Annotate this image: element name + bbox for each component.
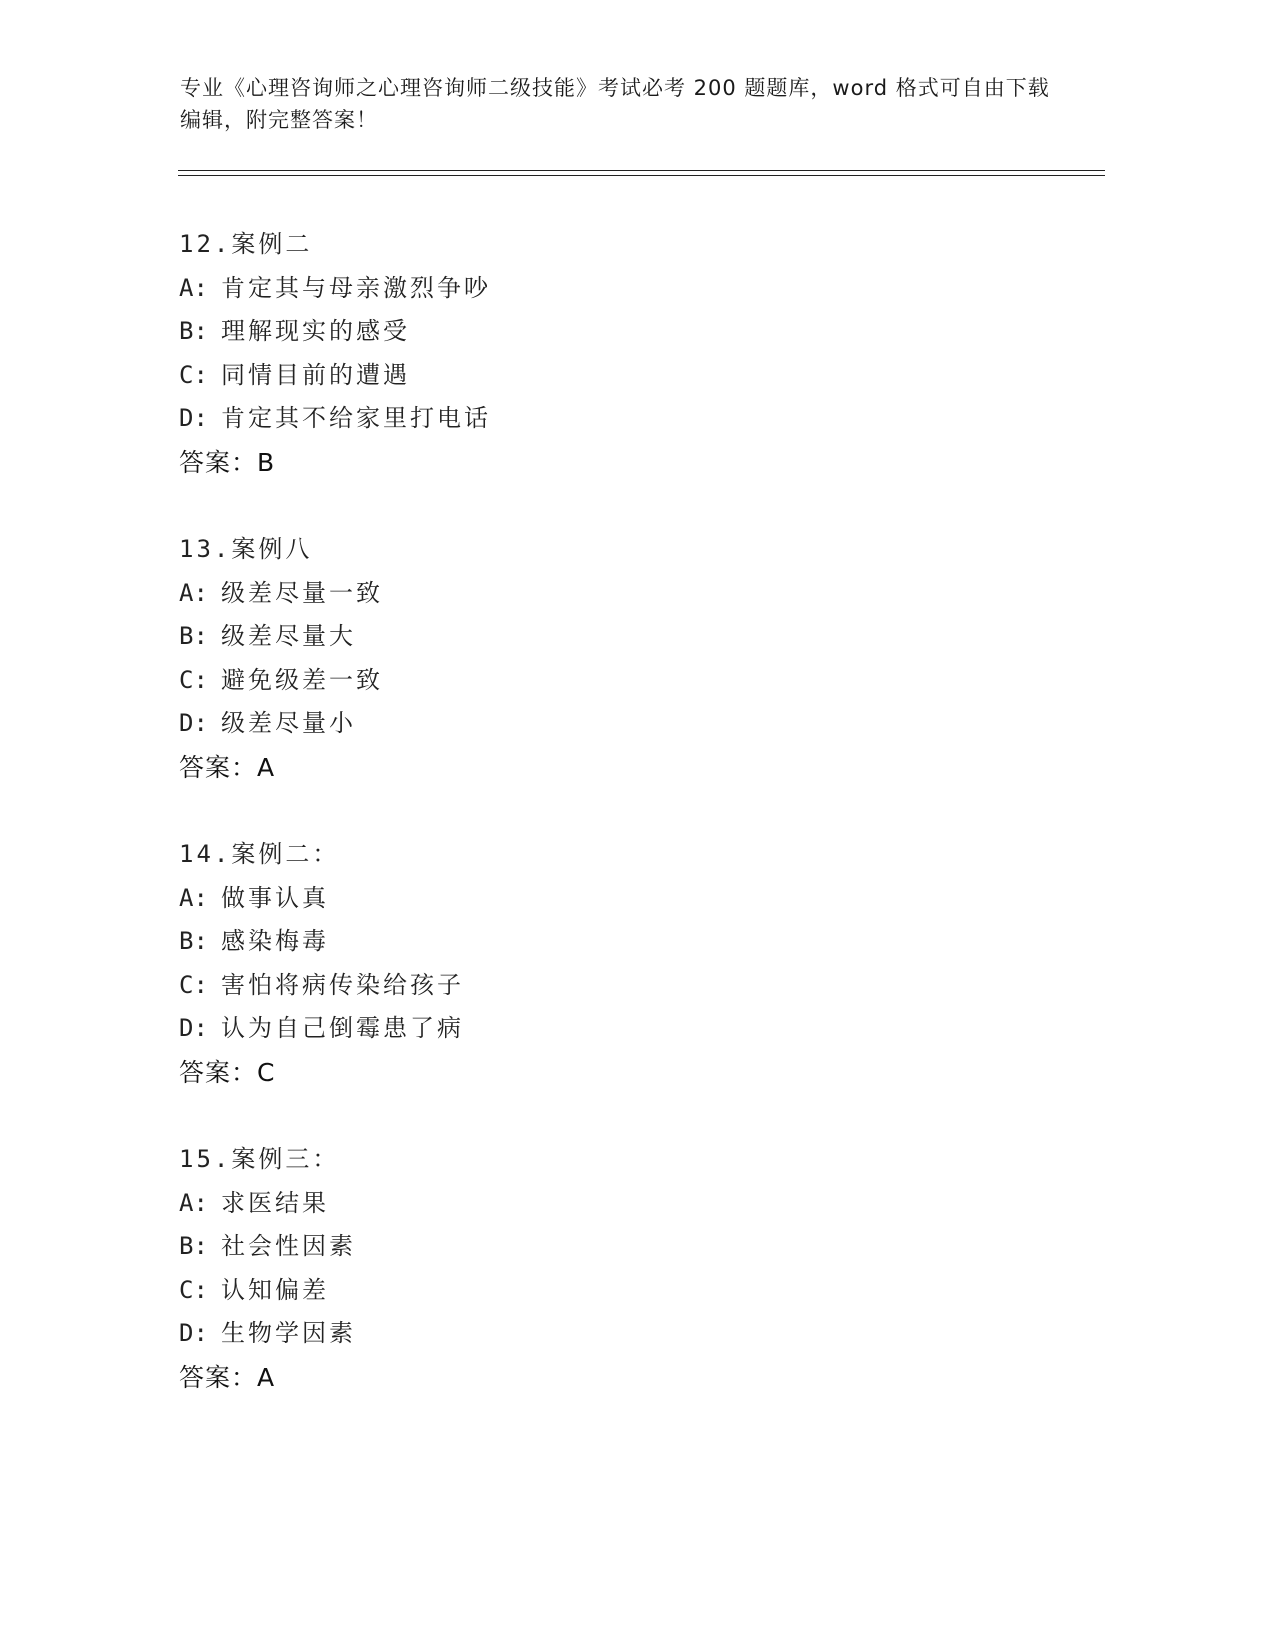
option-tag: C:: [179, 1275, 208, 1304]
option-text: 级差尽量大: [221, 622, 356, 651]
option-text: 生物学因素: [221, 1319, 356, 1348]
question-title: 13.案例八: [179, 535, 313, 563]
option-a: [179, 267, 491, 311]
option-d: [179, 702, 383, 746]
question-title: 14.案例二：: [179, 840, 340, 868]
option-c: [179, 354, 491, 398]
option-tag: D:: [179, 404, 208, 433]
header-divider-top: [178, 170, 1105, 171]
option-d: [179, 1312, 356, 1356]
question-title: 12.案例二: [179, 230, 313, 258]
option-tag: D:: [179, 1319, 208, 1348]
option-text: 肯定其与母亲激烈争吵: [221, 273, 491, 302]
header-divider-bottom: [178, 175, 1105, 176]
option-text: 理解现实的感受: [221, 317, 410, 346]
option-tag: B:: [179, 622, 208, 651]
option-tag: A:: [179, 883, 208, 912]
question-14: [179, 833, 464, 1095]
option-tag: B:: [179, 927, 208, 956]
option-text: 求医结果: [221, 1188, 329, 1217]
option-tag: B:: [179, 1232, 208, 1261]
option-c: [179, 964, 464, 1008]
option-a: [179, 572, 383, 616]
answer-label: 答案：B: [179, 447, 276, 477]
answer-label: 答案：A: [179, 752, 276, 782]
option-tag: C:: [179, 970, 208, 999]
option-a: [179, 1182, 356, 1226]
option-d: [179, 397, 491, 441]
option-text: 级差尽量一致: [221, 578, 383, 607]
option-text: 同情目前的遭遇: [221, 360, 410, 389]
option-tag: D:: [179, 709, 208, 738]
option-text: 避免级差一致: [221, 665, 383, 694]
question-12: [179, 223, 491, 485]
option-text: 感染梅毒: [221, 927, 329, 956]
option-text: 认为自己倒霉患了病: [221, 1014, 464, 1043]
option-b: [179, 920, 464, 964]
option-text: 社会性因素: [221, 1232, 356, 1261]
question-15: [179, 1138, 356, 1400]
option-d: [179, 1007, 464, 1051]
option-a: [179, 877, 464, 921]
option-tag: A:: [179, 273, 208, 302]
option-tag: D:: [179, 1014, 208, 1043]
option-tag: C:: [179, 360, 208, 389]
answer-label: 答案：C: [179, 1057, 276, 1087]
option-tag: B:: [179, 317, 208, 346]
question-title: 15.案例三：: [179, 1145, 340, 1173]
option-text: 肯定其不给家里打电话: [221, 404, 491, 433]
option-c: [179, 1269, 356, 1313]
option-b: [179, 1225, 356, 1269]
question-13: [179, 528, 383, 790]
option-c: [179, 659, 383, 703]
header-text: 专业《心理咨询师之心理咨询师二级技能》考试必考 200 题题库，word 格式可自由下载编辑，附完整答案！: [180, 76, 1050, 132]
document-header: [180, 72, 1060, 136]
option-text: 认知偏差: [221, 1275, 329, 1304]
option-text: 做事认真: [221, 883, 329, 912]
option-text: 级差尽量小: [221, 709, 356, 738]
option-text: 害怕将病传染给孩子: [221, 970, 464, 999]
option-tag: A:: [179, 1188, 208, 1217]
option-b: [179, 615, 383, 659]
option-tag: A:: [179, 578, 208, 607]
answer-label: 答案：A: [179, 1362, 276, 1392]
option-tag: C:: [179, 665, 208, 694]
option-b: [179, 310, 491, 354]
